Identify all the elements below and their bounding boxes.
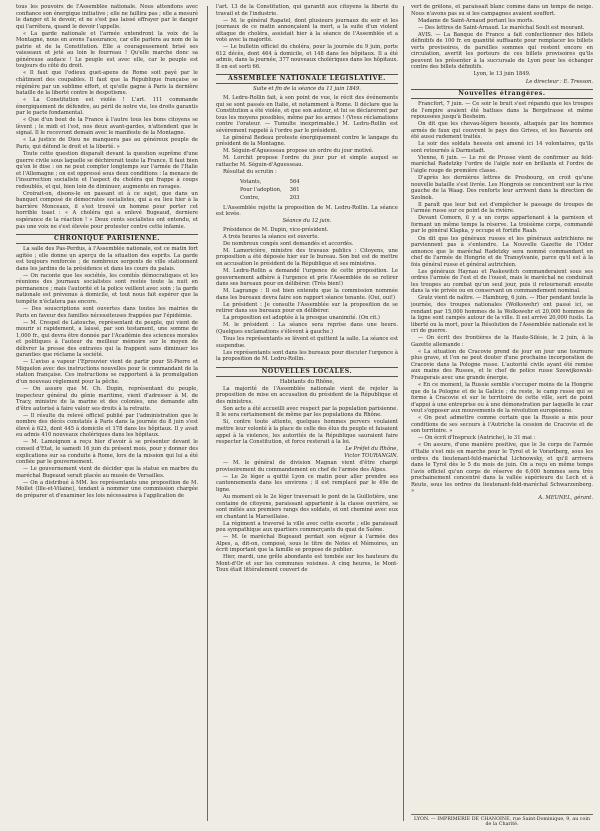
vote-count: 564 bbox=[289, 178, 300, 185]
paragraph: Le soir des soldats hessois ont amené ici 14 volontaires, qu'ils sont retournés à Darmstadt. bbox=[411, 141, 593, 154]
column-middle bbox=[216, 4, 398, 826]
paragraph: M. Lagrange : Il est bien entendu que la commission nommée dans les bureaux devra faire son rapport séance tenante. (Oui, oui!) bbox=[216, 288, 398, 301]
paragraph: « On peut admettre comme certain que la Russie a mis pour conditions de ses secours à l'Autriche la cession de Cracovie et de son territoire. » bbox=[411, 415, 593, 435]
paragraph: Devant Comorn, il y a un corps appartenant à la garnison et formant un même temps la réserve. La troisième corps, commandé par le général Klapka, y occupe et fortifie Raab. bbox=[411, 215, 593, 235]
paragraph: — On raconte que les sociétés, les comités démocratiques et les réunions des journaux socialistes sont restés toute la nuit en permanence ; mais l'autorité et la police veillent avec soin ; la garde nationale est prévenue à domicile, et tout nous fait espérer que la tempête n'éclatera pas encore. bbox=[16, 272, 198, 305]
paragraph: — Il résulte du relevé officiel publié par l'administration que le nombre des décès constatés à Paris dans la journée du 8 juin s'est élevé à 623, dont 445 à domicile et 178 dans les hôpitaux. Il y avait eu admis 410 nouveaux cholériques dans les hôpitaux. bbox=[16, 412, 198, 439]
paragraph: Gratz vient de naître. — Hamburg, 6 juin. — Hier pendant toute la journée, des troupes nationales (Wolkswehr) ont passé ici, se rendant par 15,000 hommes de la Wolkswehr et 20,000 hommes de la ligne sont campés autour de la ville. Il est arrivé 20,000 fusils. La liberté ou la mort, pour la Résolution de l'Assemblée nationale est le cri de guerre. bbox=[411, 295, 593, 335]
printer-imprint: LYON. — IMPRIMERIE DE CHANOINE, rue Saint-Dominique, 9, au coin de la Charité. bbox=[411, 814, 593, 827]
paragraph: Résultat du scrutin : bbox=[223, 169, 277, 176]
signature-name: Victor TOURANGIN. bbox=[344, 453, 398, 460]
column-left-lead bbox=[16, 4, 198, 230]
paragraph: — M. le général Rapatel, dont plusieurs journaux du soir et les journaux de ce matin annonçaient la mort, a la suite d'un violent attaque de choléra, assistait hier à la séance de l'Assemblée et a voté avec la majorité. bbox=[216, 17, 398, 44]
paragraph: Présidence de M. Dupin, vice-président. bbox=[223, 226, 329, 233]
section-heading-chronique: CHRONIQUE PARISIENNE. bbox=[16, 234, 198, 244]
paragraph: — M. le général de division Magnan vient d'être chargé provisoirement du commandement en chef de l'armée des Alpes. bbox=[216, 460, 398, 473]
paragraph: Vienne, 6 juin. — Le roi de Prusse vient de confirmer au feld-maréchal Radetzky l'ordre de l'aigle noir en brillants et l'ordre de l'aigle rouge de première classe. bbox=[411, 154, 593, 175]
paragraph: L'Assemblée rejette la proposition de M. Ledru-Rollin. La séance est levée. bbox=[216, 204, 398, 218]
paragraph: « La situation de Cracovie prend de jour en jour une tournure plus grave, et l'on ne peut douter d'une prochaine incorporation de Cracovie dans la Pologne russe. L'autorité civile ayant été remise aux mains des Russes, et le chef de police russe Szewijkowski-Fraugerais avec une grande énergie. bbox=[411, 348, 593, 381]
column-rule bbox=[403, 6, 404, 821]
paragraph: La régiment a traversé la ville avec cette escorte ; elle paraissait peu sympathique aux quartiers commerçants du quai de Saône. bbox=[216, 520, 398, 534]
paragraph: Madame de Saint-Arnaud portant les morts. bbox=[418, 17, 535, 24]
paragraph: — Le gouvernement vient de décider que la statue en marbre du maréchal Bugeaud serait placée au musée de Versailles. bbox=[16, 466, 198, 479]
paragraph: — M. Crespel de Latouche, représentant du peuple, qui vient de mourir si rapidement, a laissé, par son testament, une somme de 1,000 fr., qui devra être donnée par l'Académie des sciences morales et politiques à l'auteur du meilleur mémoire sur le moyen de délivrer la presse des entraves qui la frappent sans diminuer les garanties que réclame la société. bbox=[16, 319, 198, 359]
paragraph: — Le bulletin officiel du choléra, pour la journée du 9 juin, porte 612 décès, dont 464 à domicile, et 148 dans les hôpitaux. Il a été admis, dans la journée, 377 nouveaux cholériques dans les hôpitaux. Il en est sorti 66. bbox=[216, 44, 398, 70]
paragraph: La salle des Pas-Perdus, à l'Assemblée nationale, est ce matin fort agitée ; elle donne un aperçu de la situation des esprits. La garde est toujours renforcée ; de nombreux sergents de ville stationnent dans les jardins de la présidence et dans les cours du palais. bbox=[16, 246, 198, 272]
vote-results-table bbox=[238, 177, 308, 203]
notice-signature: Le directeur : E. Tresson. bbox=[525, 78, 593, 85]
paragraph: M. Séguin-d'Aguesseau propose un ordre du jour motivé. bbox=[223, 148, 374, 155]
paragraph: M. Lorchit propose l'ordre du jour pur et simple auquel se rattache M. Séguin-d'Aguesseau. bbox=[216, 155, 398, 168]
vote-row bbox=[240, 195, 306, 201]
paragraph: — On écrit des frontières de la Haute-Silésie, le 2 juin, à la Gazette allemande : bbox=[411, 335, 593, 348]
paragraph: l'art. 13 de la Constitution, qui garantit aux citoyens la liberté du travail et de l'industrie. bbox=[216, 4, 398, 17]
paragraph: « On assure, d'une manière positive, que le 3e corps de l'armée d'Italie s'est mis en marche pour le Tyrol et le Vorarlberg, sous les ordres du lieutenant-feld-maréchal Lichnowsky, et qu'il arrivera dans le Tyrol dès le 5 du mois de juin. On a reçu en même temps l'avis officiel qu'un corps de réserve de 6,000 hommes sera très prochainement concentré dans la vallée supérieure du Lech et à Reute, sous les ordres du lieutenant-feld-maréchal Schwarzenberg. » bbox=[411, 442, 593, 495]
paragraph: On dit que les chevau-légers hessois, attaqués par les hommes armés de faux qui couvrent le pays des Grives, et les Bavarois ont été aussi rudement traités. bbox=[411, 121, 593, 141]
session-subtitle: Séance du 12 juin. bbox=[282, 218, 332, 225]
paragraph: On dit que les généraux russes et les généraux autrichiens ne parviennent pas à s'entendre. La Nouvelle Gazette de l'Oder annonce que le maréchal Radetzky sera nommé commandant en chef de l'armée de Hongrie et de Transylvanie, parce qu'il est à la fois général russe et général autrichien. bbox=[411, 235, 593, 268]
paragraph: « La garde nationale et l'armée entendront la voix de la Montagne, nous en avons l'assurance, car elle parlera au nom de la patrie et de la Constitution. Elle a courageusement brisé ses vaisseaux et jeté au loin le fourreau ! Qu'elle marche donc sa généreuse audace ! Le peuple est avec elle, car le peuple est toujours du côté du droit. bbox=[16, 30, 198, 70]
vote-label: Votants, bbox=[240, 178, 262, 185]
paragraph: vert de grêlons, et paraissait blanc comme dans un temps de neige. Nous n'avons pas su si les campagnes avaient souffert. bbox=[411, 4, 593, 17]
paragraph: — Des souscriptions sont ouvertes dans toutes les mairies de Paris en faveur des familles nécessiteuses frappées par l'épidémie. bbox=[16, 306, 198, 319]
vote-row bbox=[240, 179, 306, 185]
column-left bbox=[16, 4, 198, 826]
paragraph: — M. Lamoignon a reçu hier d'avoir à se présenter devant le conseil d'Etat, le samedi 16 juin du présent mois, pour y donner des explications sur sa conduite à Rome, lors de la mission qui lui a été confiée par le gouvernement. bbox=[16, 439, 198, 466]
paragraph: Il paraît que leur but est d'empêcher le passage de troupes de l'armée russe sur ce point de la rivière. bbox=[411, 201, 593, 215]
paragraph: — On assure que M. Ch. Dupin, représentant du peuple, inspecteur général du génie maritime, vient d'adresser à M. de Tracy, ministre de la marine et des colonies, une demande afin d'être autorisé à faire valoir ses droits à la retraite. bbox=[16, 386, 198, 412]
paragraph: La majorité de l'Assemblée nationale vient de rejeter la proposition de mise en accusation du président de la République et des ministres. bbox=[216, 385, 398, 405]
vote-label: Pour l'adoption, bbox=[240, 186, 282, 193]
paragraph: Au moment où le 2e léger traversait le pont de la Guillotière, une centaine de citoyens, paraissant appartenir à la classe ouvrière, se sont mêlés aux premiers rangs des soldats, et ont cheminé avec eux en chantant la Marseillaise. bbox=[216, 493, 398, 520]
paragraph: Francfort, 7 juin. — Ce soir le bruit s'est répandu que les troupes de l'empire avaient été battues dans la Bergstrasse et même repoussées jusqu'à Besheim. bbox=[411, 101, 593, 121]
paragraph: Habitants du Rhône, bbox=[279, 378, 335, 385]
paragraph: — L'avisо a vapeur l'Eprouvier vient de partir pour St-Pierre et Miquelon avec des instructions nouvelles pour le commandant de la station française. Ces instructions se rapportent à la promulgation d'un nouveau règlement pour la pêche. bbox=[16, 359, 198, 386]
paragraph: Les représentants sont dans les bureaux pour discuter l'urgence à la proposition de M. Ledru-Rollin. bbox=[216, 349, 398, 363]
section-heading-locales: NOUVELLES LOCALES. bbox=[216, 367, 398, 377]
paragraph: « La Constitution est violée ! L'art. 111 commande énergiquement de défendre, au péril de notre vie, les droits garantis par le pacte fondamental. bbox=[16, 97, 198, 117]
notice-date: Lyon, le 13 juin 1849. bbox=[473, 71, 531, 78]
paragraph: Le président : Je consulte l'Assemblée sur la proposition de se retirer dans ses bureaux pour en délibérer. bbox=[216, 301, 398, 315]
chronique-articles bbox=[16, 246, 198, 499]
vote-label: Contre, bbox=[240, 194, 260, 201]
paragraph: Toute cette question disparaît devant la question suprême d'une guerre civile sous laquelle se déchirerait toute la France. Il faut bien qu'on le dise : on ne peut compter longtemps sur l'armée de l'Italie et l'Allemagne ; on est oppressé sous deux conditions : la menace de l'insurrection socialiste et l'aspect du choléra qui frappe à coups redoublés, et qui, bien loin de diminuer, augmente en ravages. bbox=[16, 151, 198, 190]
paragraph: M. Ledru-Rollin fait, à son point de vue, le récit des événements qui se sont passés en Italie, et notamment à Rome. Il déclare que la Constitution a été violée, et que son auteur, et lui se déclareront par tous les moyens possibles, même par les armes ! (Vives réclamations contre l'orateur. — Tumulte inexprimable.) M. Ledru-Rollin est sévèrement rappelé à l'ordre par le président. bbox=[216, 95, 398, 134]
paragraph: — On écrit d'Inspruck (Autriche), le 31 mai : bbox=[418, 435, 536, 442]
paragraph: Son acte a été accueilli avec respect par la population parisienne. Il le sera certainement de même par les populations du Rhône. bbox=[216, 405, 398, 419]
paragraph: La proposition est adoptée à la presque unanimité. (On rit.) bbox=[223, 315, 380, 322]
section-heading-assemblee: ASSEMBLÉE NATIONALE LÉGISLATIVE. bbox=[216, 74, 398, 84]
paragraph: Les généraux Haynau et Paskewitch commanderaient sous ses ordres l'armée de l'est et de l'ouest, mais le maréchal ne conduirait les troupes au combat qu'un seul jour, puis il retournerait ensuite dans la vie privée ou en conservant un commandement nominal. bbox=[411, 268, 593, 295]
column-rule bbox=[207, 6, 208, 821]
paragraph: M. Lamoricière, ministre des travaux publics : Citoyens, une proposition a été déposée hier sur le bureau. Son but est de mettre en accusation le président de la République et ses ministres. bbox=[216, 247, 398, 267]
paragraph: D'après les dernières lettres de Presbourg, on croit qu'une nouvelle bataille s'est livrée. Les Hongrois se concentrent sur la rive gauche de la Waag. Des renforts leur arrivent dans la direction de Szolnok. bbox=[411, 175, 593, 201]
paragraph: Le général Bedeau proteste énergiquement contre le langage du président de la Montagne. bbox=[216, 134, 398, 148]
paragraph: — On a distribué à MM. les représentants une proposition de M. Mollet (Ille-et-Vilaine), tendant à nommer une commission chargée de préparer et d'examiner les lois nécessaires à l'application de bbox=[16, 479, 198, 499]
paragraph: tous les pouvoirs de l'Assemblée nationale. Nous attendons avec confiance son énergique initiative ; elle ne faillira pas ; elle a mesuré le danger et le devoir, et ne s'est pas laissé effrayer par le danger qui l'arrêtera, quand le devoir l'appelle. bbox=[16, 4, 198, 30]
gerant-signature: A. MEUNEL, gérant. bbox=[538, 495, 593, 502]
paragraph: Si, contre toute attente, quelques hommes pervers voulaient mettre leur volonté à la place de celle des élus du peuple et faisaient appel à la violence, les autorités de la République sauraient faire respecter la Constitution, et force resterait à la loi. bbox=[216, 419, 398, 446]
paragraph: « Il faut que l'odieux guet-apens de Rome soit payé par le châtiment des coupables. Il faut que la République française se régénère par un sublime effort, et qu'elle gagne à Paris la dernière bataille de la liberté contre le despotisme. bbox=[16, 70, 198, 97]
section-heading-etrangeres: Nouvelles étrangères. bbox=[411, 89, 593, 99]
paragraph: « Que d'un bout de la France à l'autre tous les bons citoyens se lèvent ; le midi et l'est, nos deux avant-gardes, n'attendent que le signal. Il le recevront demain avec le manifeste de la Montagne. bbox=[16, 117, 198, 137]
paragraph: Croirait-on, disons-le en passant et à ce sujet, que dans un banquet composé de démocrates socialistes, qui a eu lieu hier à la barrière Monceaux, il s'est trouvé un homme pour porter cet horrible toast : « A choléra qui a enlevé Bugeaud, derniere espérance de la réaction ! » Deux cents socialistes ont entendu, et pas une voix ne s'est élevée pour protester contre cette infamie. bbox=[16, 190, 198, 230]
paragraph: A trois heures la séance est ouverte. bbox=[223, 233, 320, 240]
paragraph: « En ce moment, la Russie semble s'occuper moins de la Hongrie que de la Pologne et de la Galicie ; du reste, le camp russe qui se forme à Cracovie et sur le territoire de cette ville, sert de point d'appui à une entreprise ou à une démonstration par laquelle le czar veut s'opposer aux mouvements de la révolution européenne. bbox=[411, 382, 593, 415]
paragraph: — M. le maréchal Bugeaud perdait son séjour à l'armée des Alpes, a, dit-on, composé, sous le titre de Notes et Mémoires, un écrit important que la famille se propose de publier. bbox=[216, 534, 398, 554]
vote-count: 203 bbox=[289, 194, 300, 201]
vote-row bbox=[240, 187, 306, 193]
session-subtitle: Suite et fin de la séance du 11 juin 1849. bbox=[253, 86, 361, 93]
paragraph: Hier, mardi, une grêle abondante est tombée sur les hauteurs du Mont-d'Or et sur les communes voisines. A cinq heures, le Mont-Toux était littéralement couvert de bbox=[216, 554, 398, 574]
paragraph: M. le président : La séance sera reprise dans une heure. (Quelques exclamations s'élèvent à gauche.) bbox=[216, 322, 398, 335]
paragraph: — Le 2e léger a quitté Lyon ce matin pour aller prendre ses cantonnements dans les environs ; il est remplacé par le 49e de ligne. bbox=[216, 473, 398, 493]
bank-notice: AVIS. — La Banque de France a fait confectionner des billets définitifs de 100 fr. en quantité suffisante pour remplacer les billets verts provisoires, de pareilles sommes qui restent encore en circulation, avertit les porteurs de ces billets provisoires qu'ils peuvent les présenter à la succursale de Lyon pour les échanger contre des billets définitifs. bbox=[411, 31, 593, 71]
signature-line: Le Préfet du Rhône, bbox=[345, 446, 398, 453]
column-right bbox=[411, 4, 593, 826]
vote-count: 361 bbox=[289, 186, 300, 193]
paragraph: « La justice de Dieu ne manquera pas au généreux peuple de Paris, qui défend le droit et la liberté. » bbox=[16, 137, 198, 150]
paragraph: M. Ledru-Rollin a demandé l'urgence de cette proposition. Le gouvernement adhère à l'urgence et prie l'Assemblée de se retirer dans ses bureaux pour en délibérer. (Très bien!) bbox=[216, 268, 398, 288]
paragraph: — Des lettres de Saint-Arnaud. Le maréchal Soult est mourant. bbox=[418, 24, 585, 31]
paragraph: Tous les représentants se lèvent et quittent la salle. La séance est suspendue. bbox=[216, 335, 398, 349]
paragraph: De nombreux congés sont demandés et accordés. bbox=[223, 240, 354, 247]
